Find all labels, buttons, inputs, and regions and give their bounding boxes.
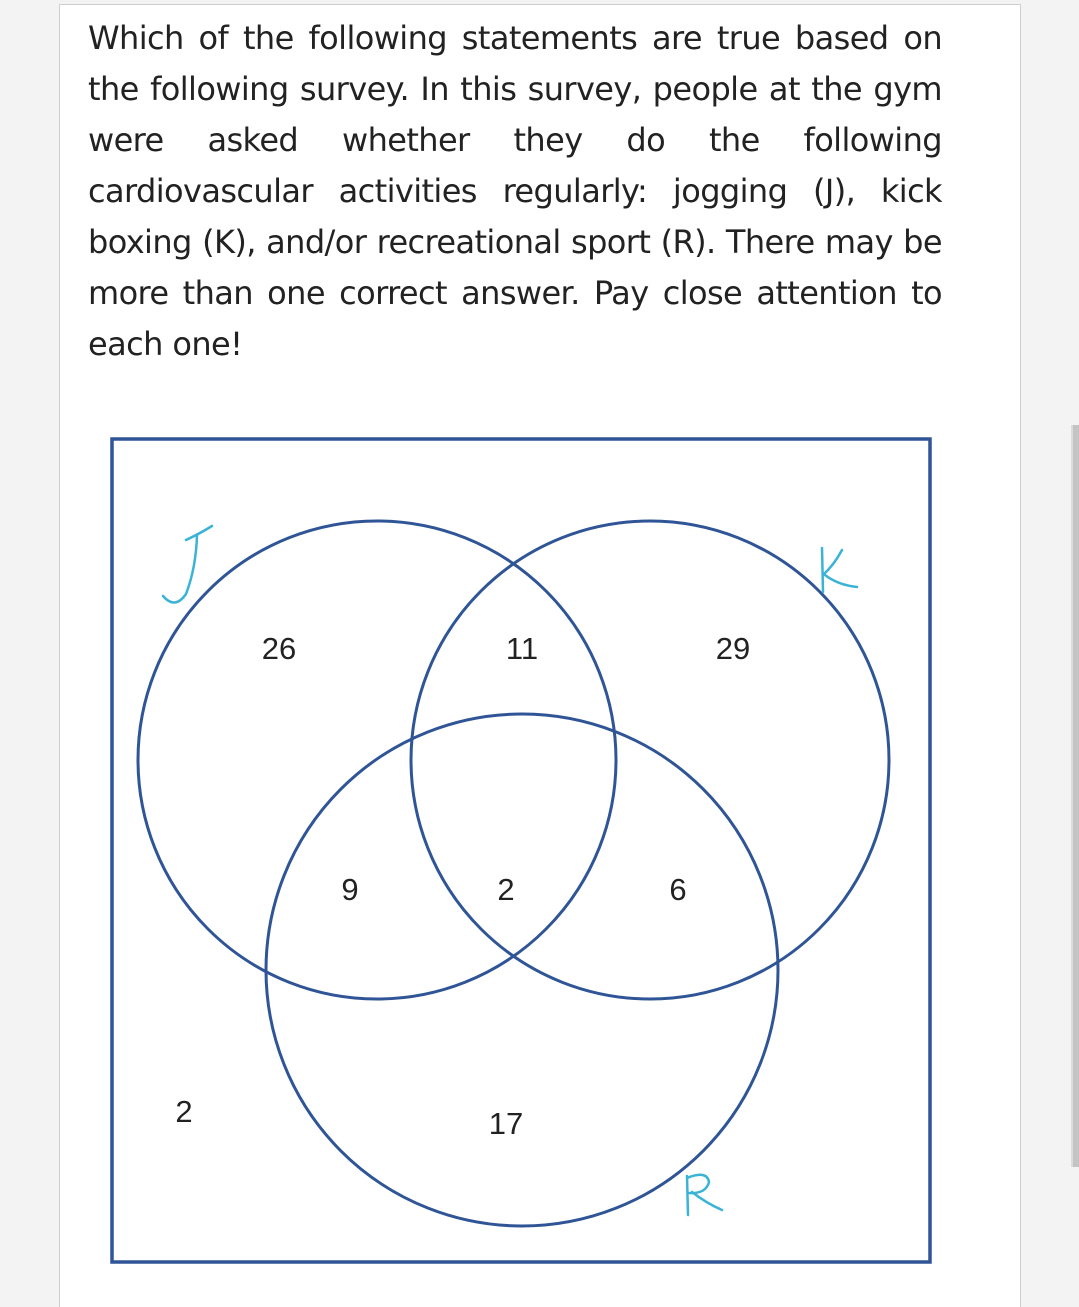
circle-r bbox=[266, 714, 778, 1226]
count-r-only: 17 bbox=[488, 1106, 524, 1141]
circle-k bbox=[411, 521, 889, 999]
count-j-k-r: 2 bbox=[497, 872, 515, 907]
set-label-j bbox=[0, 0, 212, 603]
count-k-only: 29 bbox=[715, 631, 751, 666]
count-k-and-r-only: 6 bbox=[669, 872, 687, 907]
scrollbar-thumb[interactable] bbox=[1073, 425, 1079, 1167]
set-label-k bbox=[0, 0, 857, 592]
count-j-and-r-only: 9 bbox=[341, 872, 359, 907]
count-none: 2 bbox=[175, 1094, 193, 1129]
question-text: Which of the following statements are true based on the following survey. In this survey, people at the gym were asked whether they do the following cardiovascular activities regularly: jogging (J), kick boxing (K), and/or recreational sport (R). There may be more than one correct answer. Pay close attention to each one! bbox=[88, 19, 942, 363]
count-j-only: 26 bbox=[261, 631, 297, 666]
count-j-and-k-only: 11 bbox=[505, 631, 539, 666]
